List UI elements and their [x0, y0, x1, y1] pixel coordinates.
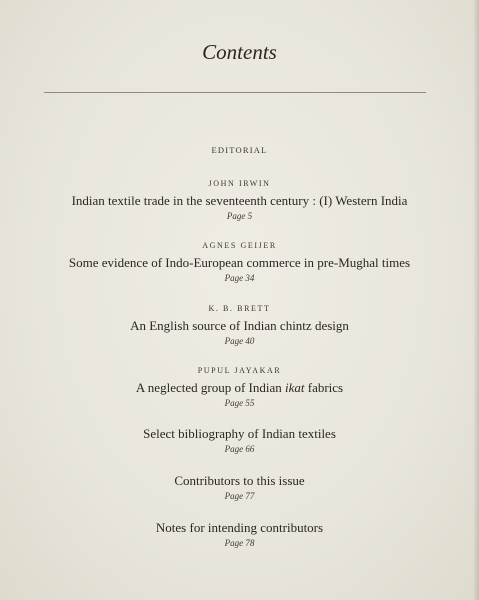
title-rule	[44, 92, 426, 93]
entry-page: Page 66	[224, 444, 255, 454]
page-title: Contents	[202, 40, 277, 64]
entry-title: Contributors to this issue	[174, 473, 305, 488]
entry-page: Page 34	[224, 273, 255, 283]
entry-author: PUPUL JAYAKAR	[197, 366, 282, 375]
contents-entry-irwin	[0, 178, 479, 221]
entry-title: Some evidence of Indo-European commerce in pre-Mughal times	[68, 255, 411, 270]
entry-page: Page 55	[224, 398, 255, 408]
entry-title	[0, 379, 479, 397]
contents-entry-notes	[0, 517, 479, 548]
entry-title-italic: ikat	[284, 380, 305, 395]
entry-page: Page 78	[224, 538, 255, 548]
contents-entry-bibliography	[0, 423, 479, 454]
entry-page: Page 5	[226, 211, 253, 221]
entry-title: An English source of Indian chintz design	[130, 318, 349, 333]
entry-author: JOHN IRWIN	[208, 179, 271, 188]
contents-entry-contributors	[0, 470, 479, 501]
contents-entry-jayakar	[0, 365, 479, 408]
entry-page: Page 40	[224, 336, 255, 346]
entry-author: K. B. BRETT	[208, 304, 271, 313]
entry-title-part: A neglected group of Indian	[135, 380, 285, 395]
entry-author: AGNES GEIJER	[202, 241, 277, 250]
entry-title: Select bibliography of Indian textiles	[143, 426, 336, 441]
contents-entry-brett	[0, 303, 479, 346]
entry-title: Notes for intending contributors	[155, 520, 324, 535]
entry-title: Indian textile trade in the seventeenth century : (I) Western India	[71, 193, 408, 208]
editorial-label: EDITORIAL	[211, 145, 268, 155]
entry-page: Page 77	[224, 491, 255, 501]
contents-entry-geijer	[0, 240, 479, 283]
entry-title-part: fabrics	[304, 380, 344, 395]
page-edge-shadow	[473, 0, 479, 600]
